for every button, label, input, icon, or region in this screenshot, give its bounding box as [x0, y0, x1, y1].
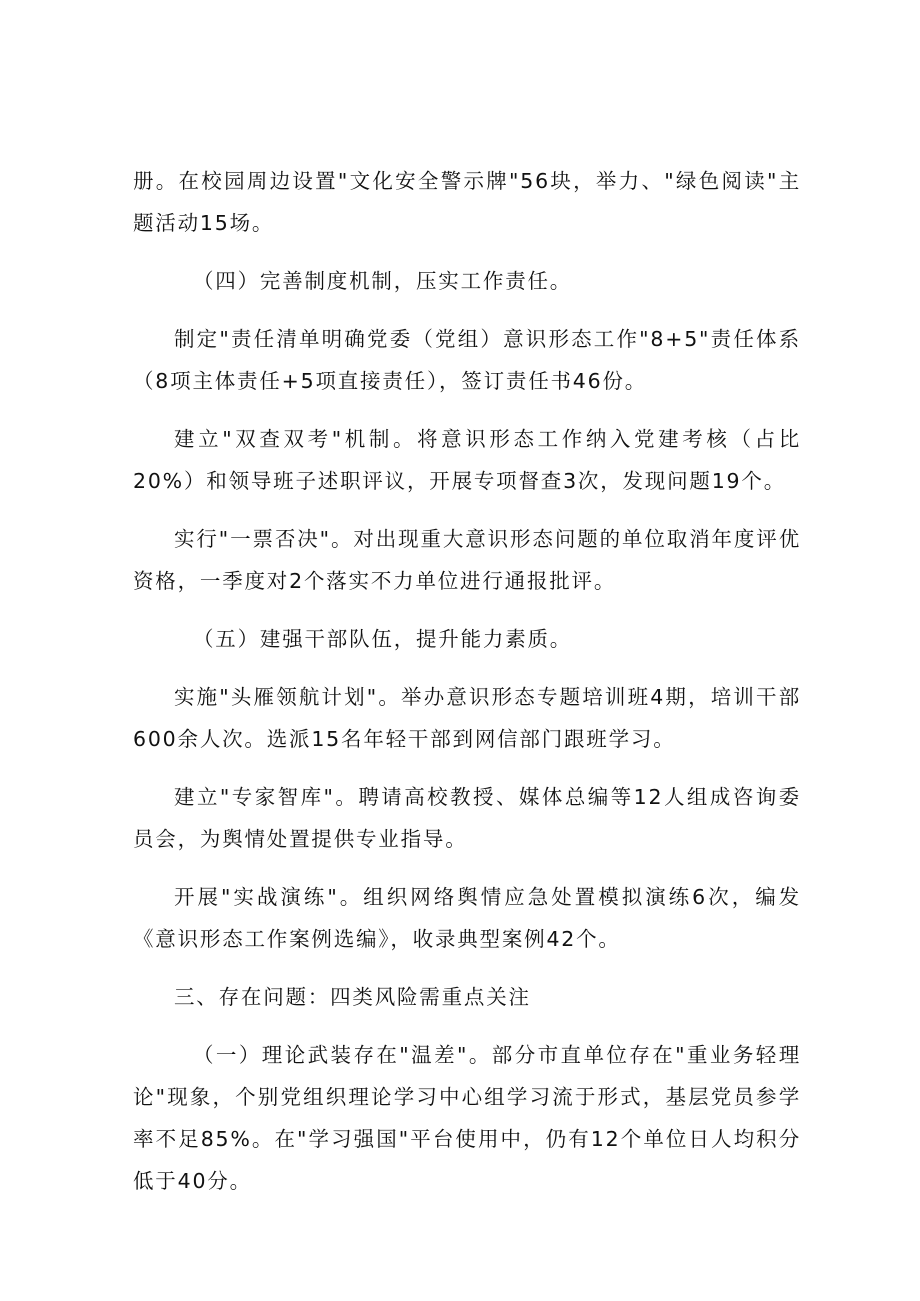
paragraph-one-vote-veto: 实行"一票否决"。对出现重大意识形态问题的单位取消年度评优资格，一季度对2个落实不力单位进行通报批评。: [133, 527, 801, 593]
paragraph-continuation: 册。在校园周边设置"文化安全警示牌"56块，举力、"绿色阅读"主题活动15场。: [133, 169, 801, 235]
paragraph-theory-gap: （一）理论武装存在"温差"。部分市直单位存在"重业务轻理论"现象，个别党组织理论学习中心组学习流于形式，基层党员参学率不足85%。在"学习强国"平台使用中，仍有12个单位日人均积分低于40分。: [133, 1043, 801, 1193]
paragraph-training-plan: 实施"头雁领航计划"。举办意识形态专题培训班4期，培训干部600余人次。选派15名年轻干部到网信部门跟班学习。: [133, 685, 801, 751]
paragraph-expert-think-tank: 建立"专家智库"。聘请高校教授、媒体总编等12人组成咨询委员会，为舆情处置提供专业指导。: [133, 785, 801, 851]
document-body: [133, 160, 801, 1218]
paragraph-drills: 开展"实战演练"。组织网络舆情应急处置模拟演练6次，编发《意识形态工作案例选编》，收录典型案例42个。: [133, 885, 801, 951]
subsection-heading-5: （五）建强干部队伍，提升能力素质。: [193, 627, 573, 651]
subsection-heading-4: （四）完善制度机制，压实工作责任。: [193, 269, 573, 293]
paragraph-responsibility-system: 制定"责任清单明确党委（党组）意识形态工作"8+5"责任体系（8项主体责任+5项直接责任），签订责任书46份。: [133, 327, 801, 393]
section-heading-3: 三、存在问题：四类风险需重点关注: [174, 985, 531, 1009]
paragraph-double-check: 建立"双查双考"机制。将意识形态工作纳入党建考核（占比20%）和领导班子述职评议，开展专项督查3次，发现问题19个。: [133, 427, 801, 493]
